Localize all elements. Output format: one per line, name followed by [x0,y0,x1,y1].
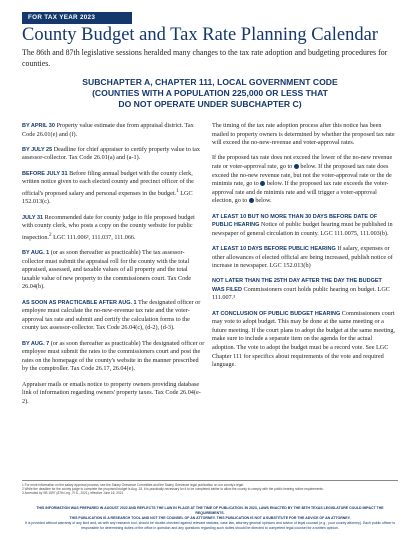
calendar-entry [22,122,205,139]
right-column [212,122,395,376]
calendar-entry [22,249,205,292]
footnote: 3 Amended by SB 1597 (87th Leg., R.S., 2021), effective June 16, 2021. [22,491,125,496]
entry-text: below. [255,197,272,205]
disclaimer-line: THIS INFORMATION WAS PREPARED IN AUGUST 2022 AND REFLECTS THE LAW IN PLACE AT THE TIME OF PUBLICATION. IN 2023, LAWS ENACTED BY THE 88TH TEXAS LEGISLATURE COULD IMPACT THE REQUIREMENTS. [36,506,384,515]
disclaimer-line: THIS PUBLICATION IS A RESEARCH TOOL AND NOT THE COUNSEL OF AN ATTORNEY. THIS PUBLICATION IS NOT A SUBSTITUTE FOR THE ADVICE OF AN ATTORNEY. [69,516,351,520]
entry-text: Recommended date for county judge to file proposed budget with county clerk, who posts a copy on the county website for public inspection. [22,213,195,241]
calendar-entry [212,154,395,206]
entry-date: BY AUG. 1 [22,250,50,257]
entry-text: Deadline for chief appraiser to certify property value to tax assessor-collector. Tax Code 26.01(a) and (a-1). [22,145,200,162]
subhead-line: SUBCHAPTER A, CHAPTER 111, LOCAL GOVERNMENT CODE [82,77,338,87]
entry-date: NOT LATER THAN THE 25TH DAY AFTER THE DAY THE BUDGET WAS FILED [212,278,382,293]
path-marker-icon [249,198,254,203]
footnote: 1 For more information on the salary approval process, see the Salary Grievance Committee and the Salary Grievance legal publication on our county's legal. [22,483,244,487]
entry-citation: LGC 152.013(c). [22,189,193,206]
entry-text: Appraiser mails or emails notice to property owners providing database link of information regarding owners' property taxes. Tax Code 26.04(e-2). [22,380,201,405]
entry-date: JULY 31 [22,214,44,221]
left-column [22,122,205,413]
entry-text: The timing of the tax rate adoption process after this notice has been mailed to property owners is determined by whether the proposed tax rate will exceed the no-new-revenue and voter-approval rates. [212,122,395,147]
calendar-entry [22,381,205,407]
entry-text: The designated officer or employee must calculate the no-new-revenue tax rate and the voter-approval tax rate and submit and certify the calculation forms to the county tax assessor-collector. Tax Code 26.04(c), (d-2), (d-3). [22,298,201,332]
tax-year-tag: FOR TAX YEAR 2023 [22,12,132,24]
disclaimer [22,506,398,531]
entry-citation: LGC 111.006³, 111.037, 111.066. [51,233,136,241]
intro-paragraph: The 86th and 87th legislative sessions heralded many changes to the tax rate adoption and budgeting procedures for counties. [22,48,388,68]
calendar-entry [212,310,395,370]
calendar-entry [212,245,395,271]
entry-text: (or as soon thereafter as practicable) The tax assessor-collector must submit the appraisal roll for the county with the total appraised, assessed, and taxable values of all property and the total taxable value of new property to the commissioners court. Tax Code 26.04(b). [22,249,192,291]
calendar-entry [22,146,205,163]
calendar-entry [212,213,395,239]
footnote-divider [22,480,398,481]
subchapter-heading [40,77,380,110]
subhead-line: (COUNTIES WITH A POPULATION 225,000 OR LESS THAT [92,88,328,98]
entry-text: If the proposed tax rate does not exceed the lower of the no-new revenue rate or voter-approval rate, go to [212,154,393,170]
footnote-ref: 1 [176,187,179,194]
calendar-entry [212,122,395,148]
calendar-entry [22,340,205,374]
disclaimer-line: It is provided without warranty of any kind and, as with any research tool, should be double-checked against relevant statutes, case law, attorney general opinions and advice of legal counsel (e.g., your county attorney). Each public officer is responsible for determining duties of the office in question and any questions regarding such duties should be directed to competent legal counsel for a written opinion. [25,521,395,530]
entry-date: BY AUG. 7 [22,340,50,347]
subhead-line: DO NOT OPERATE UNDER SUBCHAPTER C) [118,99,302,109]
entry-text: Property value estimate due from appraisal district. Tax Code 26.01(e) and (f). [22,122,194,138]
entry-date: BY JULY 25 [22,146,53,153]
footnote-ref: 2 [48,231,52,238]
entry-text: If salary, expenses or other allowances of elected official are being increased, publish notice of increase in newspaper. LGC 152.013(b) [212,244,393,270]
footnotes [22,483,398,496]
entry-text: Commissioners court may vote to adopt budget. This may be done at the same meeting or a future meeting. If the court plans to adopt the budget at the same meeting, make sure to include a separate item on the agenda for the actual adoption. The vote to adopt the budget must be a record vote. See LGC Chapter 111 for specifics about requirements of the vote and required language. [212,309,395,369]
calendar-entry [212,277,395,303]
path-marker-icon [294,164,299,169]
entry-date: AT CONCLUSION OF PUBLIC BUDGET HEARING [212,310,341,317]
entry-text: (or as soon thereafter as practicable) The designated officer or employee must submit the rates to the commissioners court and post the rates on the homepage of the county's website in the manner prescribed by the comptroller. Tax Code 26.17, 26.04(e). [22,339,205,373]
entry-date: AT LEAST 10 BUT NO MORE THAN 30 DAYS BEFORE DATE OF PUBLIC HEARING [212,213,378,229]
path-marker-icon [260,181,265,186]
entry-text: Commissioners court holds public hearing on budget. LGC 111.007.³ [212,285,390,302]
entry-text: below. If the proposed tax rate does exceed the no-new revenue rate, but not the voter-approval rate or the de minimis rate, go to [212,162,392,188]
entry-date: AS SOON AS PRACTICABLE AFTER AUG. 1 [22,299,137,306]
entry-date: BEFORE JULY 31 [22,170,68,177]
entry-text: Before filing annual budget with the county clerk, written notice given to each elected county and precinct officer of the official's proposed salary and personal expenses in the budget. [22,169,194,197]
calendar-entry [22,170,205,207]
calendar-entry [22,214,205,243]
entry-date: AT LEAST 10 DAYS BEFORE PUBLIC HEARING [212,245,336,252]
entry-text: Notice of public budget hearing must be published in newspaper of general circulation in county. LGC 111.0075, 111.003(b). [212,221,393,237]
entry-text: below. If the proposed tax rate exceeds the voter-approval rate and de minimis rate and will trigger a voter-approval election, go to [212,180,389,205]
page-title: County Budget and Tax Rate Planning Calendar [22,25,378,45]
entry-date: BY APRIL 30 [22,123,55,129]
footnote: 2 While the deadline for the county judge to complete the proposed budget is Aug. 15, it is practically necessary for it to be completed earlier to allow the county to comply with the public hearing notice requirements. [22,487,324,492]
calendar-entry [22,299,205,333]
